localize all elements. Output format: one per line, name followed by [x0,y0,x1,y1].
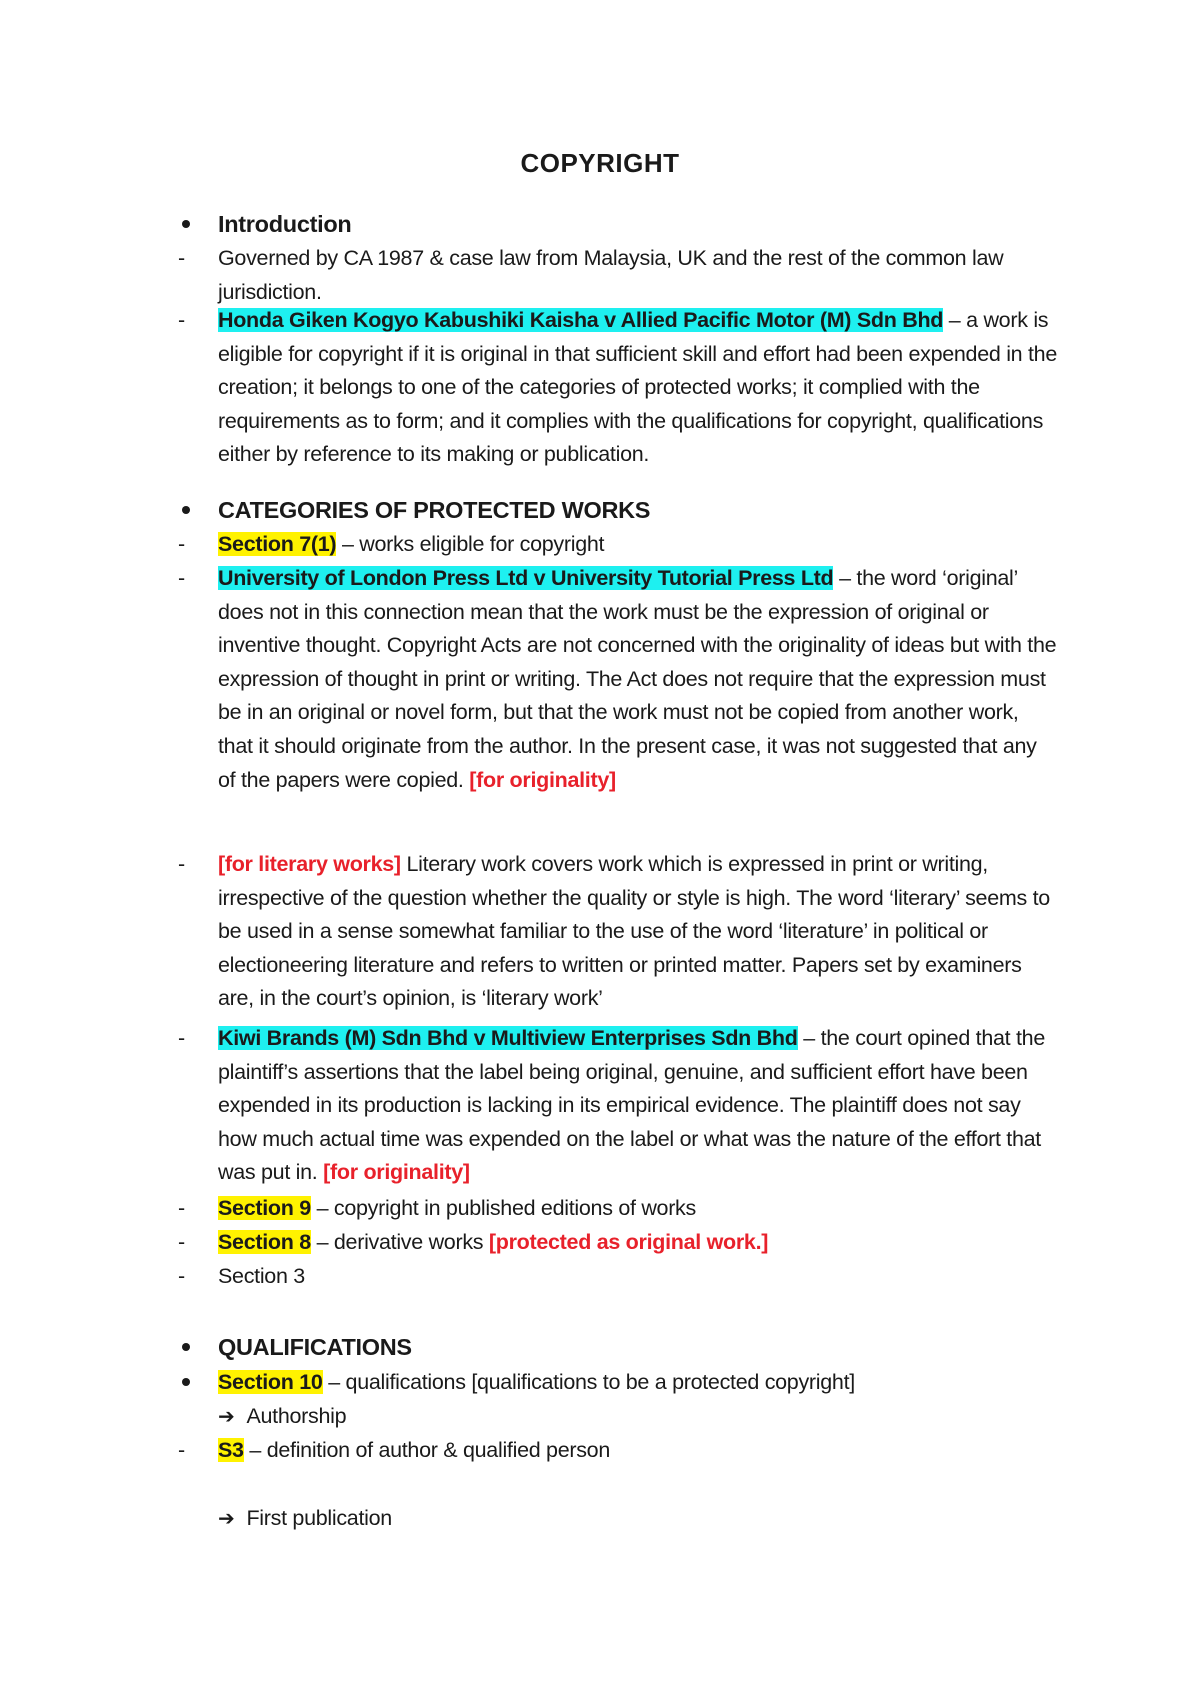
arrow-item: ➔ Authorship [218,1404,347,1428]
list-item: - Section 8 – derivative works [protected as original work.] [218,1226,1058,1260]
list-item: - Section 9 – copyright in published editions of works [218,1192,1058,1226]
heading-qualifications: QUALIFICATIONS [218,1331,1058,1365]
dash-marker: - [178,1026,185,1050]
bullet-icon [182,1378,190,1386]
dash-marker: - [178,1230,185,1254]
section-ref: S3 [218,1438,244,1462]
dash-marker: - [178,532,185,556]
page-title: COPYRIGHT [520,148,680,178]
dash-marker: - [178,1196,185,1220]
section-ref: Section 9 [218,1196,311,1220]
note-tag: [for originality] [323,1160,470,1185]
bullet-icon [182,506,190,514]
list-item: - Kiwi Brands (M) Sdn Bhd v Multiview Enterprises Sdn Bhd – the court opined that the plaintiff’s assertions that the label being original, genuine, and sufficient effort have been expended in its production is lacking in its empirical evidence. The plaintiff does not say how much actual time was expended on the label or what was the nature of the effort that was put in. [for originality] [218,1022,1058,1190]
dash-marker: - [178,852,185,876]
list-item: - S3 – definition of author & qualified person [218,1434,1058,1468]
note-tag: [for literary works] [218,852,401,876]
section-ref: Section 10 [218,1370,323,1394]
dash-marker: - [178,246,185,270]
case-name: University of London Press Ltd v University Tutorial Press Ltd [218,566,834,590]
arrow-right-icon: ➔ [218,1406,235,1428]
case-name: Honda Giken Kogyo Kabushiki Kaisha v Allied Pacific Motor (M) Sdn Bhd [218,308,944,332]
heading-categories: CATEGORIES OF PROTECTED WORKS [218,494,1058,528]
list-item: - Section 7(1) – works eligible for copyright [218,528,1058,562]
case-name: Kiwi Brands (M) Sdn Bhd v Multiview Enterprises Sdn Bhd [218,1026,798,1050]
section-ref: Section 8 [218,1230,311,1254]
bullet-icon [182,220,190,228]
list-item: Section 10 – qualifications [qualifications to be a protected copyright] [218,1366,1058,1400]
heading-introduction: Introduction [218,208,1058,242]
dash-marker: - [178,1438,185,1462]
note-tag: [protected as original work.] [488,1230,769,1254]
dash-marker: - [178,308,185,332]
list-item: - [for literary works] Literary work covers work which is expressed in print or writing, irrespective of the question whether the quality or style is high. The word ‘literary’ seems to be used in a sense somewhat familiar to the use of the word ‘literature’ in political or electioneering literature and refers to written or printed matter. Papers set by examiners are, in the court’s opinion, is ‘literary work’ [218,848,1058,1016]
list-item: - Honda Giken Kogyo Kabushiki Kaisha v Allied Pacific Motor (M) Sdn Bhd – a work is eligible for copyright if it is original in that sufficient skill and effort had been expended in the creation; it belongs to one of the categories of protected works; it complied with the requirements as to form; and it complies with the qualifications for copyright, qualifications either by reference to its making or publication. [218,304,1058,472]
list-item: - Governed by CA 1987 & case law from Malaysia, UK and the rest of the common law jurisdiction. [218,242,1058,309]
dash-marker: - [178,566,185,590]
section-ref: Section 7(1) [218,532,337,556]
bullet-icon [182,1343,190,1351]
list-item: - University of London Press Ltd v University Tutorial Press Ltd – the word ‘original’ does not in this connection mean that the work must be the expression of original or inventive thought. Copyright Acts are not concerned with the originality of ideas but with the expression of thought in print or writing. The Act does not require that the expression must be in an original or novel form, but that the work must not be copied from another work, that it should originate from the author. In the present case, it was not suggested that any of the papers were copied. [for originality] [218,562,1058,797]
note-tag: [for originality] [469,767,616,792]
arrow-item: ➔ First publication [218,1506,392,1530]
arrow-right-icon: ➔ [218,1508,235,1530]
dash-marker: - [178,1264,185,1288]
list-item: - Section 3 [218,1260,1058,1294]
